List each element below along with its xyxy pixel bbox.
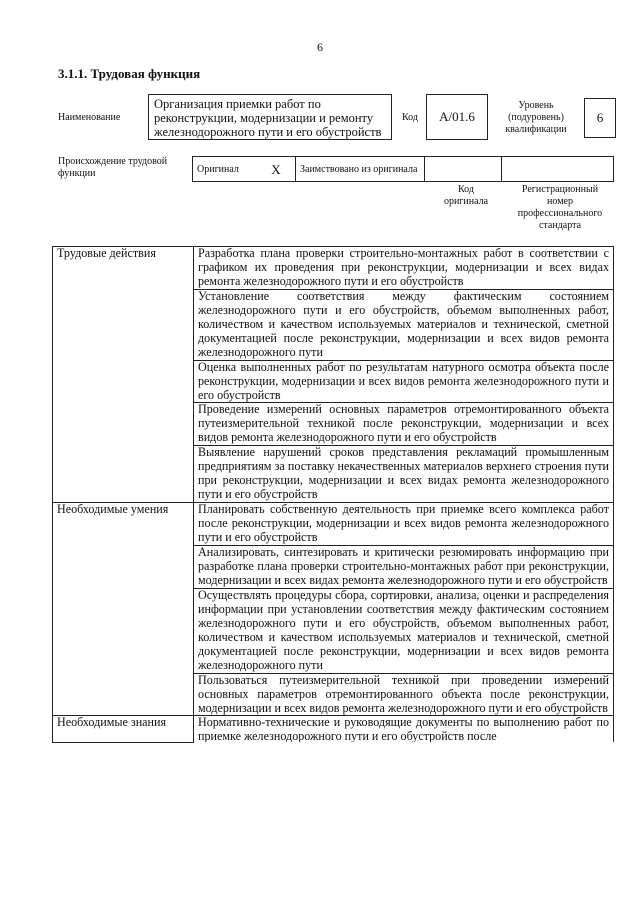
section-title: 3.1.1. Трудовая функция <box>58 66 201 81</box>
skills-label: Необходимые умения <box>53 503 194 716</box>
orig-code-cell <box>425 157 502 182</box>
knowledge-label: Необходимые знания <box>53 716 194 743</box>
code-label: Код <box>402 112 418 123</box>
labor-action-item: Проведение измерений основных параметров отремонтированного объекта путеизмерительной техникой после реконструкции, модернизации и всех видов ремонта железнодорожного пути и его обустройств <box>194 403 614 446</box>
labor-actions-label: Трудовые действия <box>53 247 194 503</box>
knowledge-item: Нормативно-технические и руководящие документы по выполнению работ по приемке железнодорожного пути и его обустройств после <box>198 716 609 743</box>
name-label: Наименование <box>58 112 121 123</box>
reg-number-label: Регистрационный номер профессионального стандарта <box>517 184 603 231</box>
borrowed-label: Заимствовано из оригинала <box>296 157 425 182</box>
knowledge-cell <box>194 716 614 743</box>
page-number: 6 <box>317 40 323 54</box>
skill-item: Осуществлять процедуры сбора, сортировки, анализа, оценки и распределения информации при установлении соответствия между фактическим состоянием железнодорожного пути и его обустройств, объемом выполненных работ, количеством и качеством используемых материалов и технической, сметной документацией после реконструкции, модернизации и всех видов ремонта железнодорожного пути <box>194 588 614 673</box>
function-table <box>52 246 614 743</box>
origin-table <box>192 156 614 182</box>
function-code: А/01.6 <box>426 94 488 140</box>
skill-item: Пользоваться путеизмерительной техникой при проведении измерений основных параметров отремонтированного объекта после реконструкции, модернизации и всех видов ремонта железнодорожного пути и его обустройств <box>194 673 614 716</box>
skill-item: Анализировать, синтезировать и критически резюмировать информацию при разработке плана проверки строительно-монтажных работ при реконструкции, модернизации и всех видах ремонта железнодорожного пути и его обустройств <box>194 546 614 589</box>
origin-label: Происхождение трудовой функции <box>58 156 168 179</box>
labor-action-item: Установление соответствия между фактическим состоянием железнодорожного пути и его обустройств, объемом выполненных работ, количеством и качеством используемых материалов и технической, сметной документацией после реконструкции, модернизации и всех видов ремонта железнодорожного пути <box>194 289 614 360</box>
labor-action-item: Оценка выполненных работ по результатам натурного осмотра объекта после реконструкции, модернизации и всех видов ремонта железнодорожного пути и его обустройств <box>194 360 614 403</box>
reg-number-cell <box>502 157 614 182</box>
orig-code-label: Код оригинала <box>443 184 489 207</box>
qualification-level: 6 <box>584 98 616 138</box>
qualification-level-label: Уровень (подуровень) квалификации <box>505 100 567 135</box>
labor-action-item: Разработка плана проверки строительно-монтажных работ в соответствии с графиком их проведения при реконструкции, модернизации и всех видах ремонта железнодорожного пути и его обустройств <box>194 247 614 290</box>
original-label: Оригинал <box>193 157 258 182</box>
original-mark: X <box>257 157 296 182</box>
skill-item: Планировать собственную деятельность при приемке всего комплекса работ после реконструкции, модернизации и всех видов ремонта железнодорожного пути и его обустройств <box>194 503 614 546</box>
labor-action-item: Выявление нарушений сроков представления рекламаций промышленным предприятиям за поставку некачественных материалов верхнего строения пути при реконструкции, модернизации и всех видах ремонта железнодорожного пути и его обустройств <box>194 446 614 503</box>
function-name: Организация приемки работ по реконструкции, модернизации и ремонту железнодорожного пути и его обустройств <box>148 94 392 140</box>
